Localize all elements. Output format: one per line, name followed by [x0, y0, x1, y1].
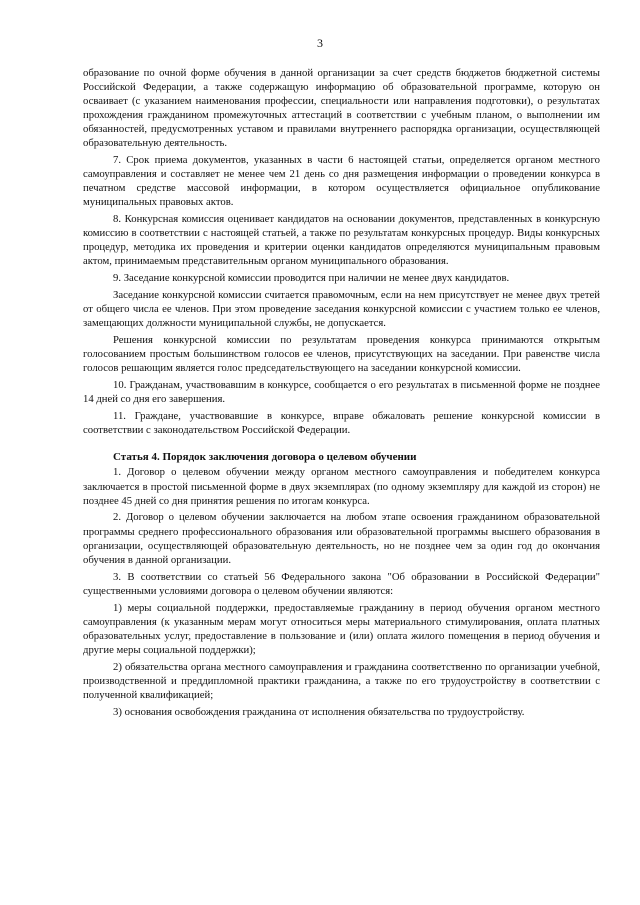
article-heading: Статья 4. Порядок заключения договора о целевом обучении [113, 451, 417, 464]
paragraph-article-4-item-2: 2. Договор о целевом обучении заключается на любом этапе освоения гражданином образовательной программы среднего профессионального образования или образовательной программы высшего образования в организации, осуществляющей образовательную деятельность, но не позднее чем за один год до окончания обучения в данной организации. [83, 511, 600, 566]
paragraph-item-8: 8. Конкурсная комиссия оценивает кандидатов на основании документов, представленных в конкурсную комиссию в соответствии с настоящей статьей, а также по результатам конкурсных процедур. Виды конкурсных процедур, методика их проведения и критерии оценки кандидатов определяются муниципальным правовым актом, принимаемым представительным органом муниципального образования. [83, 213, 600, 268]
paragraph-voting: Решения конкурсной комиссии по результатам проведения конкурса принимаются открытым голосованием простым большинством голосов ее членов, присутствующих на заседании. При равенстве числа голосов решающим является голос председательствующего на заседании конкурсной комиссии. [83, 334, 600, 375]
document-body [83, 66, 600, 722]
paragraph-quorum: Заседание конкурсной комиссии считается правомочным, если на нем присутствует не менее двух третей от общего числа ее членов. При этом проведение заседания конкурсной комиссии с участием только ее членов, замещающих должности муниципальной службы, не допускается. [83, 289, 600, 330]
page-number: 3 [317, 36, 323, 50]
paragraph-item-10: 10. Гражданам, участвовавшим в конкурсе, сообщается о его результатах в письменной форме не позднее 14 дней со дня его завершения. [83, 379, 600, 406]
paragraph-item-9: 9. Заседание конкурсной комиссии проводится при наличии не менее двух кандидатов. [113, 272, 510, 285]
list-item-3: 3) основания освобождения гражданина от исполнения обязательства по трудоустройству. [113, 705, 525, 718]
list-item-2: 2) обязательства органа местного самоуправления и гражданина соответственно по организации учебной, производственной и преддипломной практики гражданина, а также по его трудоустройству в соответствии с полученной квалификацией; [83, 660, 600, 701]
paragraph-article-4-item-1: 1. Договор о целевом обучении между органом местного самоуправления и победителем конкурса заключается в простой письменной форме в двух экземплярах (по одному экземпляру для каждой из сторон) не позднее 45 дней со дня принятия решения по итогам конкурса. [83, 466, 600, 507]
list-item-1: 1) меры социальной поддержки, предоставляемые гражданину в период обучения органом местного самоуправления (к указанным мерам могут относиться меры материального стимулирования, оплата платных образовательных услуг, предоставление в пользование и (или) оплата жилого помещения в период обучения и другие меры социальной поддержки); [83, 601, 600, 656]
paragraph-article-4-item-3: 3. В соответствии со статьей 56 Федерального закона "Об образовании в Российской Федерации" существенными условиями договора о целевом обучении являются: [83, 570, 600, 597]
paragraph-item-11: 11. Граждане, участвовавшие в конкурсе, вправе обжаловать решение конкурсной комиссии в соответствии с законодательством Российской Федерации. [83, 410, 600, 437]
paragraph-item-7: 7. Срок приема документов, указанных в части 6 настоящей статьи, определяется органом местного самоуправления и составляет не менее чем 21 день со дня размещения информации о проведении конкурса в печатном средстве массовой информации, в котором осуществляется официальное опубликование муниципальных правовых актов. [83, 154, 600, 209]
paragraph-continuation: образование по очной форме обучения в данной организации за счет средств бюджетов бюджетной системы Российской Федерации, а также содержащую информацию об образовательной программе, которую он осваивает (с указанием наименования профессии, специальности или направления подготовки), о результатах прохождения гражданином промежуточных аттестаций в соответствии с учебным планом, о выполнении им обязанностей, предусмотренных уставом и правилами внутреннего распорядка организации, осуществляющей образовательную деятельность. [83, 67, 600, 150]
